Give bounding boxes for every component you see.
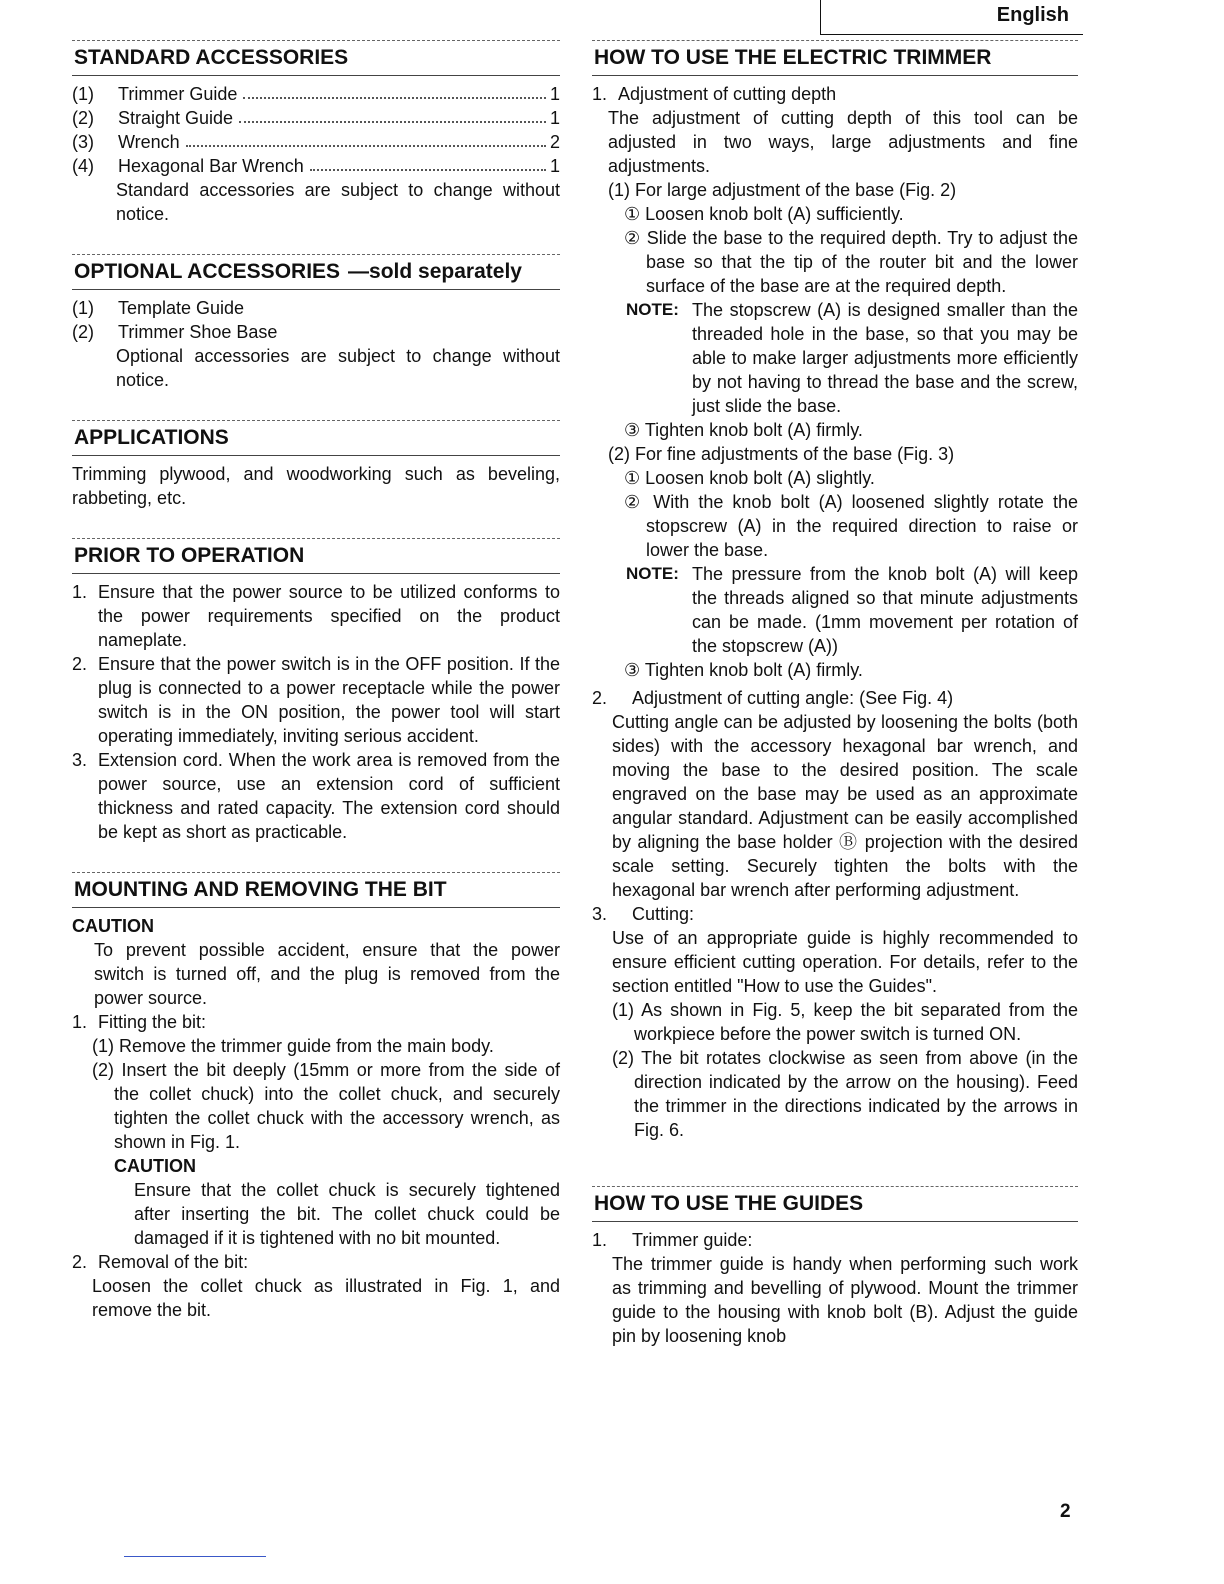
list-item: (2) Trimmer Shoe Base bbox=[72, 322, 278, 342]
applications-heading: APPLICATIONS bbox=[72, 420, 560, 456]
list-item: ③ Tighten knob bolt (A) firmly. bbox=[624, 420, 863, 440]
paragraph: The adjustment of cutting depth of this tool can be adjusted in two ways, large adjustments and fine adjustments. bbox=[608, 108, 1078, 176]
list-item: (1) Remove the trimmer guide from the main body. bbox=[92, 1036, 494, 1056]
standard-accessories-section bbox=[72, 40, 560, 226]
accessory-item: (3) Wrench 2 bbox=[72, 132, 560, 152]
how-to-use-section bbox=[592, 40, 1078, 1142]
standard-accessories-note: Standard accessories are subject to change without notice. bbox=[116, 180, 560, 224]
list-item: 2. Removal of the bit: bbox=[72, 1252, 249, 1272]
page-number: 2 bbox=[1060, 1501, 1071, 1522]
list-item: 3. Extension cord. When the work area is removed from the power source, use an extension cord of sufficient thickness and rated capacity. The extension cord should be kept as short as practicable. bbox=[72, 750, 560, 842]
optional-accessories-heading: OPTIONAL ACCESSORIES —sold separately bbox=[72, 254, 560, 290]
right-column bbox=[592, 40, 1078, 1376]
divider bbox=[124, 1556, 266, 1557]
list-item: ② Slide the base to the required depth. Try to adjust the base so that the tip of the router bit and the lower surface of the base are at the required depth. bbox=[624, 228, 1078, 296]
how-to-use-heading: HOW TO USE THE ELECTRIC TRIMMER bbox=[592, 40, 1078, 76]
caution-label: CAUTION bbox=[114, 1156, 196, 1176]
guides-heading: HOW TO USE THE GUIDES bbox=[592, 1186, 1078, 1222]
list-item: ③ Tighten knob bolt (A) firmly. bbox=[624, 660, 863, 680]
list-item: (2) For fine adjustments of the base (Fig. 3) bbox=[608, 444, 955, 464]
optional-accessories-section bbox=[72, 254, 560, 392]
list-item: (1) For large adjustment of the base (Fig. 2) bbox=[608, 180, 957, 200]
list-item: ② With the knob bolt (A) loosened slightly rotate the stopscrew (A) in the required direction to raise or lower the base. bbox=[624, 492, 1078, 560]
accessory-item: (1) Trimmer Guide 1 bbox=[72, 84, 560, 104]
list-item: 3. Cutting: bbox=[592, 904, 695, 924]
list-item: ① Loosen knob bolt (A) slightly. bbox=[624, 468, 875, 488]
list-item: 1. Adjustment of cutting depth bbox=[592, 84, 837, 104]
applications-text: Trimming plywood, and woodworking such as beveling, rabbeting, etc. bbox=[72, 464, 560, 508]
caution-text: To prevent possible accident, ensure that the power switch is turned off, and the plug is removed from the power source. bbox=[94, 940, 560, 1008]
applications-section bbox=[72, 420, 560, 510]
prior-to-operation-section bbox=[72, 538, 560, 844]
list-item: ① Loosen knob bolt (A) sufficiently. bbox=[624, 204, 904, 224]
note: NOTE: The stopscrew (A) is designed smaller than the threaded hole in the base, so that you may be able to make larger adjustments more efficiently by not having to thread the base and the screw, just slide the base. bbox=[626, 300, 1078, 416]
paragraph: Cutting angle can be adjusted by loosening the bolts (both sides) with the accessory hexagonal bar wrench, and moving the base to the desired position. The scale engraved on the base may be used as an approximate angular standard. Adjustment can be easily accomplished by aligning the base holder Ⓑ projection with the desired scale setting. Securely tighten the bolts with the hexagonal bar wrench after performing adjustment. bbox=[612, 712, 1078, 900]
prior-to-operation-heading: PRIOR TO OPERATION bbox=[72, 538, 560, 574]
list-item: 2. Ensure that the power switch is in the OFF position. If the plug is connected to a power receptacle while the power switch is in the ON position, the power tool will start operating immediately, inviting serious accident. bbox=[72, 654, 560, 746]
optional-accessories-note: Optional accessories are subject to change without notice. bbox=[116, 346, 560, 390]
language-tab bbox=[820, 0, 1083, 35]
guides-section bbox=[592, 1186, 1078, 1348]
caution-text: Ensure that the collet chuck is securely tightened after inserting the bit. The collet chuck could be damaged if it is tightened with no bit mounted. bbox=[134, 1180, 560, 1248]
list-item: 2. Adjustment of cutting angle: (See Fig. 4) bbox=[592, 688, 954, 708]
list-item: (2) Insert the bit deeply (15mm or more from the side of the collet chuck) into the collet chuck, and securely tighten the collet chuck with the accessory wrench, as shown in Fig. 1. bbox=[92, 1060, 560, 1152]
list-item: (2) The bit rotates clockwise as seen from above (in the direction indicated by the arrow on the housing). Feed the trimmer in the directions indicated by the arrows in Fig. 6. bbox=[612, 1048, 1078, 1140]
list-item: (1) As shown in Fig. 5, keep the bit separated from the workpiece before the power switch is turned ON. bbox=[612, 1000, 1078, 1044]
paragraph: The trimmer guide is handy when performing such work as trimming and bevelling of plywood. Mount the trimmer guide to the housing with knob bolt (B). Adjust the guide pin by loosening knob bbox=[612, 1254, 1078, 1346]
left-column bbox=[72, 40, 560, 1350]
paragraph: Use of an appropriate guide is highly recommended to ensure efficient cutting operation. For details, refer to the section entitled "How to use the Guides". bbox=[612, 928, 1078, 996]
paragraph: Loosen the collet chuck as illustrated in Fig. 1, and remove the bit. bbox=[92, 1276, 560, 1320]
optional-accessories-subtitle: —sold separately bbox=[348, 260, 522, 283]
standard-accessories-heading: STANDARD ACCESSORIES bbox=[72, 40, 560, 76]
caution-label: CAUTION bbox=[72, 916, 154, 936]
accessory-item: (2) Straight Guide 1 bbox=[72, 108, 560, 128]
list-item: (1) Template Guide bbox=[72, 298, 245, 318]
mounting-section bbox=[72, 872, 560, 1322]
list-item: 1. Fitting the bit: bbox=[72, 1012, 207, 1032]
list-item: 1. Ensure that the power source to be utilized conforms to the power requirements specified on the product nameplate. bbox=[72, 582, 560, 650]
note: NOTE: The pressure from the knob bolt (A) will keep the threads aligned so that minute adjustments can be made. (1mm movement per rotation of the stopscrew (A)) bbox=[626, 564, 1078, 656]
list-item: 1. Trimmer guide: bbox=[592, 1230, 753, 1250]
language-label: English bbox=[996, 4, 1069, 26]
accessory-item: (4) Hexagonal Bar Wrench 1 bbox=[72, 156, 560, 176]
mounting-heading: MOUNTING AND REMOVING THE BIT bbox=[72, 872, 560, 908]
